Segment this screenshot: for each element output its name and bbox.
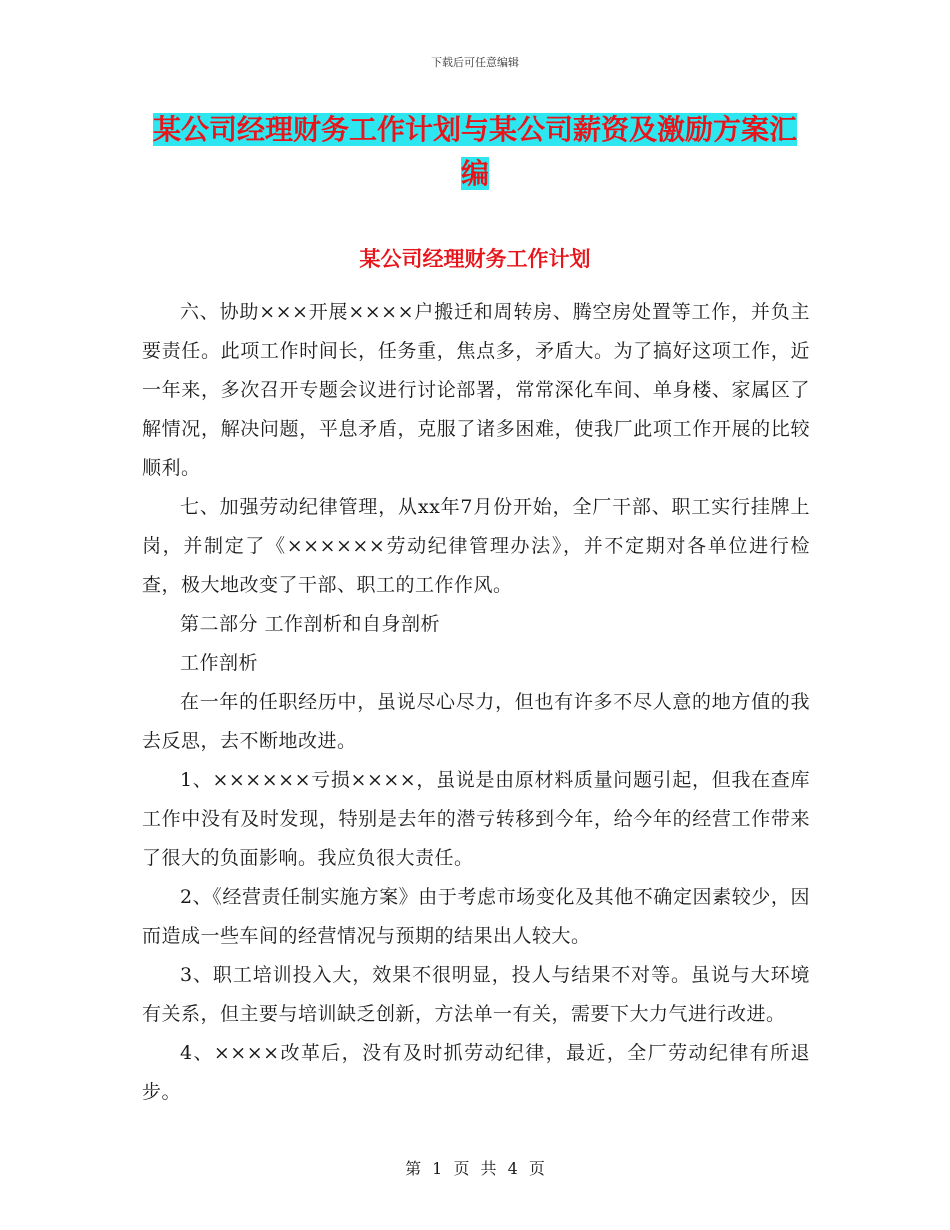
- paragraph: 1、××××××亏损××××，虽说是由原材料质量问题引起，但我在查库工作中没有及时发现，特别是去年的潜亏转移到今年，给今年的经营工作带来了很大的负面影响。我应负很大责任。: [142, 769, 810, 869]
- main-title: [140, 108, 810, 196]
- paragraph: 4、××××改革后，没有及时抓劳动纪律，最近，全厂劳动纪律有所退步。: [142, 1042, 810, 1103]
- page-footer: 第 1 页 共 4 页: [405, 1159, 545, 1178]
- paragraph: 2、《经营责任制实施方案》由于考虑市场变化及其他不确定因素较少，因而造成一些车间的经营情况与预期的结果出人较大。: [142, 886, 810, 947]
- paragraph: 工作剖析: [180, 652, 259, 674]
- paragraph: 第二部分 工作剖析和自身剖析: [180, 613, 441, 635]
- paragraph: 六、协助×××开展××××户搬迁和周转房、腾空房处置等工作，并负主要责任。此项工作时间长，任务重，焦点多，矛盾大。为了搞好这项工作，近一年来，多次召开专题会议进行讨论部署，常常深化车间、单身楼、家属区了解情况，解决问题，平息矛盾，克服了诸多困难，使我厂此项工作开展的比较顺利。: [142, 301, 810, 479]
- paragraph: 七、加强劳动纪律管理，从xx年7月份开始，全厂干部、职工实行挂牌上岗，并制定了《××××××劳动纪律管理办法》，并不定期对各单位进行检查，极大地改变了干部、职工的工作作风。: [142, 496, 810, 596]
- main-title-text: 某公司经理财务工作计划与某公司薪资及激励方案汇编: [152, 113, 797, 190]
- paragraph: 3、职工培训投入大，效果不很明显，投人与结果不对等。虽说与大环境有关系，但主要与培训缺乏创新，方法单一有关，需要下大力气进行改进。: [142, 964, 810, 1025]
- paragraph: 在一年的任职经历中，虽说尽心尽力，但也有许多不尽人意的地方值的我去反思，去不断地改进。: [142, 691, 810, 752]
- header-note: 下载后可任意编辑: [431, 56, 519, 69]
- document-body: [142, 293, 810, 1112]
- section-title: 某公司经理财务工作计划: [359, 246, 591, 271]
